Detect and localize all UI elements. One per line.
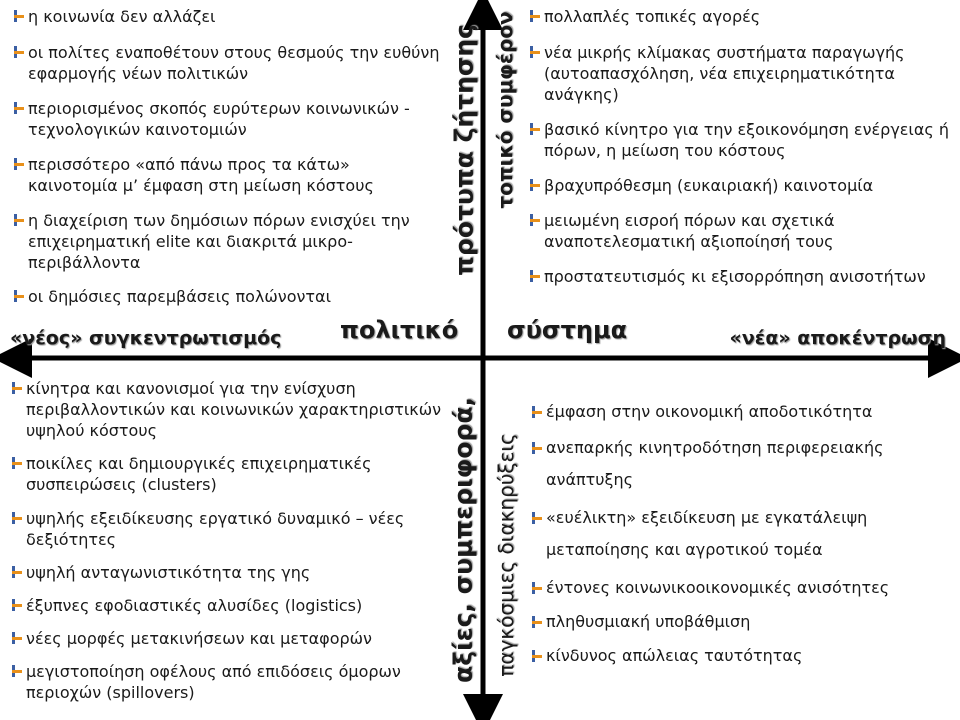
bullet-icon — [530, 442, 542, 454]
quadrant-bottom-right — [530, 396, 950, 672]
axis-label-top-secondary: τοπικό συμφέρον — [493, 11, 517, 209]
list-item — [528, 6, 956, 27]
list-item-text: η διαχείριση των δημόσιων πόρων ενισχύει την επιχειρηματική elite και διακριτά μικρο-περιβάλλοντα — [28, 211, 410, 272]
bullet-icon — [528, 46, 540, 58]
list-item — [10, 508, 450, 550]
list-item — [530, 606, 950, 638]
list-item — [10, 378, 450, 441]
bullet-icon — [528, 270, 540, 282]
list-item — [10, 562, 450, 583]
list-item — [530, 432, 950, 496]
quadrant-bottom-left — [10, 378, 450, 703]
bullet-icon — [528, 179, 540, 191]
axis-label-left: «νέος» συγκεντρωτισμός — [10, 327, 282, 349]
list-item — [530, 640, 950, 672]
bullet-icon — [10, 382, 22, 394]
list-item — [530, 502, 950, 566]
list-item-text: «ευέλικτη» εξειδίκευση με εγκατάλειψη μεταποίησης και αγροτικού τομέα — [546, 508, 868, 559]
bullet-icon — [10, 566, 22, 578]
bullet-icon — [530, 406, 542, 418]
quadrant-top-left — [12, 6, 442, 307]
list-item-text: μεγιστοποίηση οφέλους από επιδόσεις όμορων περιοχών (spillovers) — [26, 662, 401, 702]
list-item — [528, 210, 956, 252]
bullet-icon — [12, 158, 24, 170]
list-item-text: βασικό κίνητρο για την εξοικονόμηση ενέργειας ή πόρων, η μείωση του κόστους — [544, 120, 950, 160]
axis-label-right: «νέα» αποκέντρωση — [729, 327, 946, 349]
bullet-icon — [10, 665, 22, 677]
bullet-icon — [12, 46, 24, 58]
list-item-text: κίνητρα και κανονισμοί για την ενίσχυση περιβαλλοντικών και κοινωνικών χαρακτηριστικών υψηλού κόστους — [26, 379, 442, 440]
bullet-icon — [12, 214, 24, 226]
bullet-icon — [12, 102, 24, 114]
axis-label-bottom-secondary: παγκόσμιες διακηρύξεις — [494, 433, 518, 677]
bullet-icon — [10, 632, 22, 644]
list-item — [528, 42, 956, 105]
list-item — [10, 661, 450, 703]
list-item — [528, 266, 956, 287]
list-item — [530, 396, 950, 428]
list-item-text: οι δημόσιες παρεμβάσεις πολώνονται — [28, 287, 332, 306]
list-item-text: ανεπαρκής κινητροδότηση περιφερειακής ανάπτυξης — [546, 438, 884, 489]
list-item — [12, 6, 442, 27]
bullet-icon — [530, 650, 542, 662]
list-item — [528, 119, 956, 161]
list-item-text: ποικίλες και δημιουργικές επιχειρηματικές συσπειρώσεις (clusters) — [26, 454, 372, 494]
axis-label-bottom-primary: αξίες, συμπεριφορά, — [448, 397, 478, 683]
list-item-text: περιορισμένος σκοπός ευρύτερων κοινωνικών - τεχνολογικών καινοτομιών — [28, 99, 410, 139]
list-item-text: προστατευτισμός κι εξισορρόπηση ανισοτήτων — [544, 267, 926, 286]
bullet-icon — [530, 582, 542, 594]
list-item-text: πληθυσμιακή υποβάθμιση — [546, 612, 751, 631]
quadrant-top-right — [528, 6, 956, 287]
list-item-text: υψηλή ανταγωνιστικότητα της γης — [26, 563, 311, 582]
axis-label-top-primary: πρότυπα ζήτησης — [449, 24, 479, 276]
axis-center-label-left: πολιτικό — [340, 316, 459, 344]
axis-center-label-right: σύστημα — [507, 316, 628, 344]
list-item — [530, 572, 950, 604]
list-item — [10, 628, 450, 649]
list-item-text: βραχυπρόθεσμη (ευκαιριακή) καινοτομία — [544, 176, 874, 195]
bullet-icon — [10, 457, 22, 469]
list-item — [12, 154, 442, 196]
bullet-icon — [528, 10, 540, 22]
list-item-text: μειωμένη εισροή πόρων και σχετικά αναποτελεσματική αξιοποίησή τους — [544, 211, 835, 251]
bullet-icon — [530, 616, 542, 628]
list-item-text: οι πολίτες εναποθέτουν στους θεσμούς την ευθύνη εφαρμογής νέων πολιτικών — [28, 43, 440, 83]
list-item-text: υψηλής εξειδίκευσης εργατικό δυναμικό – νέες δεξιότητες — [26, 509, 405, 549]
list-item-text: περισσότερο «από πάνω προς τα κάτω» καινοτομία μ’ έμφαση στη μείωση κόστους — [28, 155, 374, 195]
list-item — [12, 98, 442, 140]
list-item — [10, 453, 450, 495]
bullet-icon — [10, 599, 22, 611]
list-item — [10, 595, 450, 616]
list-item — [12, 42, 442, 84]
bullet-icon — [530, 512, 542, 524]
list-item — [528, 175, 956, 196]
list-item-text: νέες μορφές μετακινήσεων και μεταφορών — [26, 629, 372, 648]
list-item-text: πολλαπλές τοπικές αγορές — [544, 7, 761, 26]
bullet-icon — [528, 123, 540, 135]
list-item-text: κίνδυνος απώλειας ταυτότητας — [546, 646, 803, 665]
list-item-text: έξυπνες εφοδιαστικές αλυσίδες (logistics) — [26, 596, 363, 615]
list-item-text: έντονες κοινωνικοοικονομικές ανισότητες — [546, 578, 890, 597]
list-item-text: νέα μικρής κλίμακας συστήματα παραγωγής (αυτοαπασχόληση, νέα επιχειρηματικότητα ανάγκης) — [544, 43, 905, 104]
list-item-text: η κοινωνία δεν αλλάζει — [28, 7, 216, 26]
bullet-icon — [12, 10, 24, 22]
list-item — [12, 210, 442, 273]
bullet-icon — [528, 214, 540, 226]
list-item — [12, 286, 442, 307]
list-item-text: έμφαση στην οικονομική αποδοτικότητα — [546, 402, 873, 421]
bullet-icon — [10, 512, 22, 524]
bullet-icon — [12, 290, 24, 302]
